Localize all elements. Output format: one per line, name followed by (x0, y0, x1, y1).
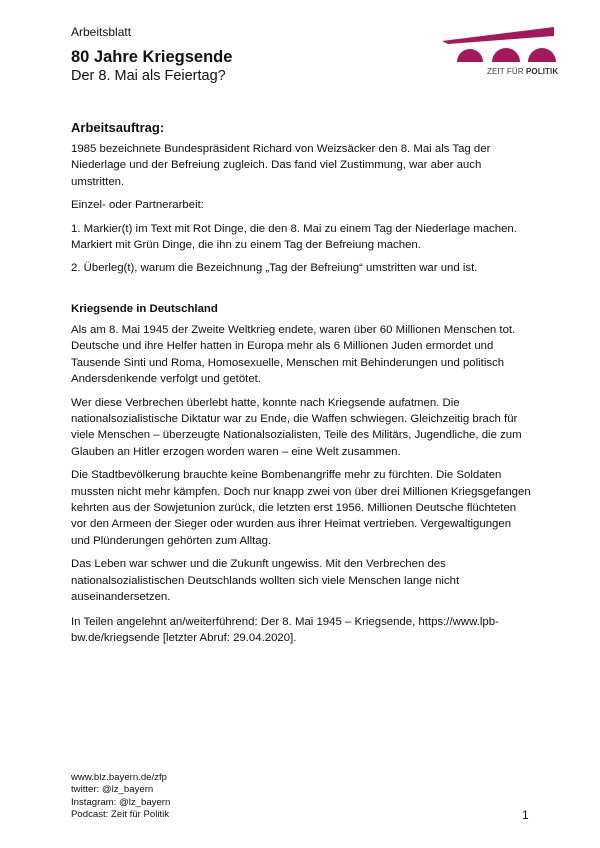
body-paragraph: Das Leben war schwer und die Zukunft ungewiss. Mit den Verbrechen des nationalsozialistischen Deutschlands wollten sich viele Menschen lange nicht auseinandersetzen. (71, 558, 460, 604)
body-paragraph: Wer diese Verbrechen überlebt hatte, konnte nach Kriegsende aufatmen. Die nationalsozialistische Diktatur war zu Ende, die Waffen schwiegen. Gleichzeitig brach für viele Menschen – überzeugte Nationalsozialisten, Teile des Militärs, Jugendliche, die zum Glauben an Hitler erzogen worden waren – eine Welt zusammen. (71, 396, 522, 458)
source-note (71, 614, 531, 654)
footer-twitter: twitter: @lz_bayern (71, 784, 154, 796)
task-heading: Arbeitsauftrag: (71, 120, 165, 135)
footer-contact (71, 772, 170, 822)
body-paragraph: Als am 8. Mai 1945 der Zweite Weltkrieg endete, waren über 60 Millionen Menschen tot. Deutsche und ihre Helfer hatten in Europa mehr als 6 Millionen Juden ermordet und Tausende Sinti und Roma, Homosexuelle, Menschen mit Behinderungen und politisch Andersdenkende verfolgt und getötet. (71, 324, 516, 386)
body-paragraph: Die Stadtbevölkerung brauchte keine Bombenangriffe mehr zu fürchten. Die Soldaten mussten nicht mehr kämpfen. Doch nur knapp zwei von über drei Millionen Kriegsgefangen kehrten aus der Sowjetunion zurück, die letzten erst 1956. Millionen Deutsche flüchteten vor den Armeen der Sieger oder wurden aus ihrer Heimat vertrieben. Vergewaltigungen und Plünderungen gehörten zum Alltag. (71, 469, 531, 547)
task-paragraph: 1. Markier(t) im Text mit Rot Dinge, die den 8. Mai zu einem Tag der Niederlage machen. Markiert mit Grün Dinge, die ihn zu einem Tag der Befreiung machen. (71, 222, 517, 252)
logo-wordmark: ZEIT FÜR POLITIK (487, 67, 559, 76)
footer-podcast: Podcast: Zeit für Politik (71, 809, 170, 821)
task-instructions (71, 141, 531, 284)
source-text: In Teilen angelehnt an/weiterführend: Der 8. Mai 1945 – Kriegsende, https://www.lpb-bw.de/kriegsende [letzter Abruf: 29.04.2020]. (71, 616, 499, 645)
task-paragraph: 1985 bezeichnete Bundespräsident Richard von Weizsäcker den 8. Mai als Tag der Niederlage und der Befreiung zugleich. Das fand viel Zustimmung, war aber auch umstritten. (71, 143, 491, 188)
task-paragraph: 2. Überleg(t), warum die Bezeichnung „Tag der Befreiung“ umstritten war und ist. (71, 262, 478, 275)
document-title: 80 Jahre Kriegsende (71, 48, 233, 66)
logo-roof-shape (442, 27, 554, 44)
document-kicker: Arbeitsblatt (71, 25, 132, 39)
section-body (71, 322, 531, 613)
page-number: 1 (522, 808, 529, 822)
section-heading: Kriegsende in Deutschland (71, 303, 218, 315)
logo-dome-right (528, 48, 556, 62)
footer-website: www.blz.bayern.de/zfp (71, 772, 167, 783)
logo-dome-middle (492, 48, 520, 62)
zeit-fuer-politik-logo (440, 25, 558, 85)
document-subtitle: Der 8. Mai als Feiertag? (71, 68, 226, 84)
footer-instagram: Instagram: @lz_bayern (71, 796, 171, 808)
logo-dome-left (457, 49, 483, 62)
task-paragraph: Einzel- oder Partnerarbeit: (71, 199, 204, 212)
